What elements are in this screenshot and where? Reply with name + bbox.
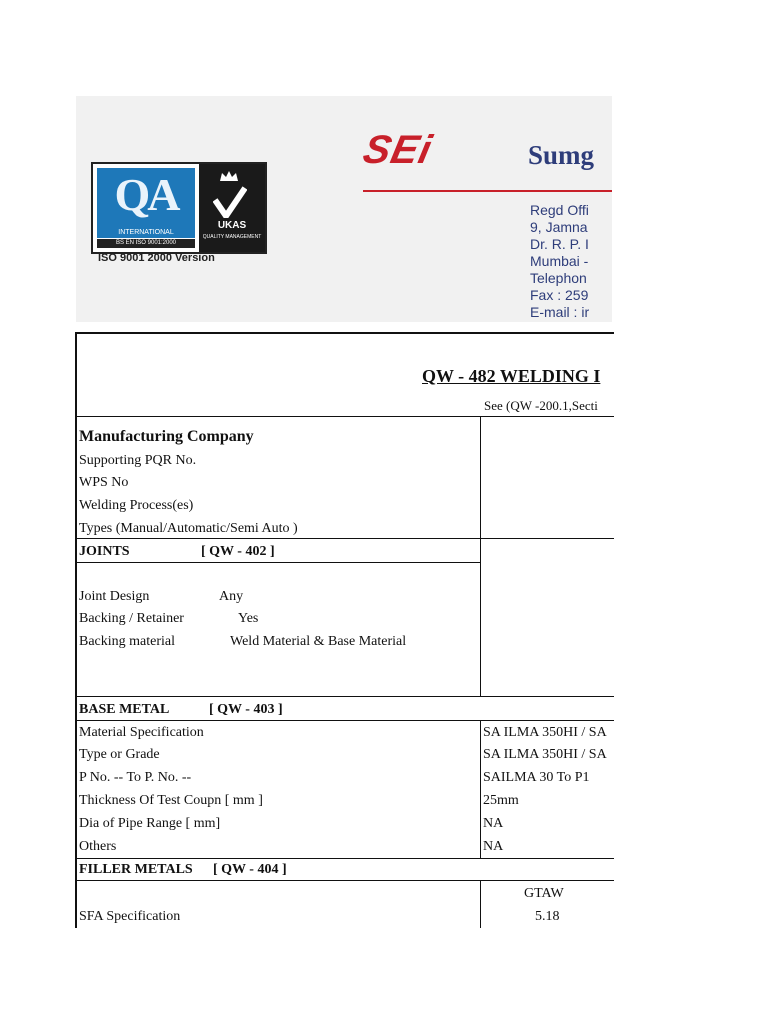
type-grade-label: Type or Grade xyxy=(79,747,160,762)
checkmark-icon xyxy=(213,186,247,218)
divider xyxy=(77,858,614,859)
crown-icon xyxy=(219,170,239,182)
letterhead-divider xyxy=(363,190,612,192)
wps-no-label: WPS No xyxy=(79,475,129,490)
type-grade-value: SA ILMA 350HI / SA xyxy=(483,747,607,762)
joints-heading: JOINTS xyxy=(79,544,130,559)
supporting-pqr-label: Supporting PQR No. xyxy=(79,453,197,468)
divider xyxy=(77,696,614,697)
divider xyxy=(480,416,481,538)
divider xyxy=(480,538,481,696)
backing-material-label: Backing material xyxy=(79,634,176,649)
backing-retainer-label: Backing / Retainer xyxy=(79,611,184,626)
base-metal-code: [ QW - 403 ] xyxy=(209,702,283,717)
company-address xyxy=(530,202,589,321)
qa-international-label: INTERNATIONAL xyxy=(97,228,195,238)
filler-metals-heading: FILLER METALS xyxy=(79,862,193,877)
joint-design-label: Joint Design xyxy=(79,589,150,604)
divider xyxy=(77,562,480,563)
address-line: E-mail : ir xyxy=(530,304,590,320)
gtaw-column-header: GTAW xyxy=(524,886,564,901)
material-spec-label: Material Specification xyxy=(79,725,204,740)
sfa-spec-label: SFA Specification xyxy=(79,909,181,924)
divider xyxy=(77,538,614,539)
divider xyxy=(480,720,481,858)
address-line: 9, Jamna xyxy=(530,219,588,235)
ukas-sub-label: QUALITY MANAGEMENT xyxy=(202,234,262,240)
ukas-label: UKAS xyxy=(217,220,247,231)
qa-international-mark xyxy=(93,164,199,252)
divider xyxy=(480,880,481,928)
qa-letters: QA xyxy=(114,169,178,220)
address-line: Fax : 259 xyxy=(530,287,589,303)
sfa-spec-value: 5.18 xyxy=(535,909,560,924)
filler-metals-code: [ QW - 404 ] xyxy=(213,862,287,877)
sei-logo: SEi xyxy=(359,128,437,172)
welding-process-label: Welding Process(es) xyxy=(79,498,194,513)
wps-form xyxy=(75,332,614,928)
p-number-label: P No. -- To P. No. -- xyxy=(79,770,192,785)
thickness-label: Thickness Of Test Coupn [ mm ] xyxy=(79,793,263,808)
qa-standard-label: BS EN ISO 9001:2000 xyxy=(97,239,195,248)
manufacturing-company-label: Manufacturing Company xyxy=(79,428,254,445)
material-spec-value: SA ILMA 350HI / SA xyxy=(483,725,607,740)
process-type-label: Types (Manual/Automatic/Semi Auto ) xyxy=(79,521,298,536)
letterhead xyxy=(76,96,612,322)
pipe-dia-value: NA xyxy=(483,816,504,831)
qa-ukas-logo xyxy=(91,162,267,254)
divider xyxy=(77,880,614,881)
backing-retainer-value: Yes xyxy=(238,611,259,626)
company-name: Sumg xyxy=(528,140,595,170)
others-label: Others xyxy=(79,839,117,854)
form-subtitle: See (QW -200.1,Secti xyxy=(484,398,598,413)
address-line: Regd Offi xyxy=(530,202,589,218)
base-metal-heading: BASE METAL xyxy=(79,702,170,717)
backing-material-value: Weld Material & Base Material xyxy=(230,634,407,649)
thickness-value: 25mm xyxy=(483,793,519,808)
joint-design-value: Any xyxy=(219,589,244,604)
address-line: Dr. R. P. I xyxy=(530,236,589,252)
joints-code: [ QW - 402 ] xyxy=(201,544,275,559)
others-value: NA xyxy=(483,839,504,854)
iso-version-text: ISO 9001 2000 Version xyxy=(98,252,215,264)
divider xyxy=(77,416,614,417)
ukas-mark xyxy=(199,164,265,252)
p-number-value: SAILMA 30 To P1 xyxy=(483,770,590,785)
pipe-dia-label: Dia of Pipe Range [ mm] xyxy=(79,816,221,831)
address-line: Mumbai - xyxy=(530,253,589,269)
divider xyxy=(77,720,614,721)
form-title: QW - 482 WELDING I xyxy=(422,366,601,386)
address-line: Telephon xyxy=(530,270,587,286)
